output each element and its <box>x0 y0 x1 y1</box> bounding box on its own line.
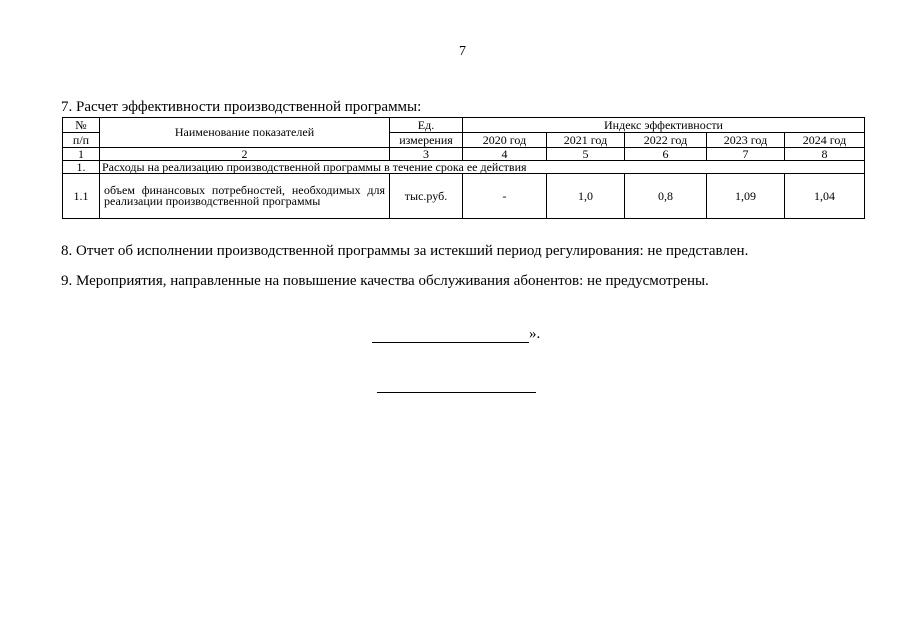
column-number: 1 <box>63 148 100 161</box>
header-year: 2021 год <box>547 133 625 148</box>
page-number: 7 <box>459 44 466 59</box>
row-value-2024: 1,04 <box>785 174 865 219</box>
header-index-group: Индекс эффективности <box>463 118 865 133</box>
header-year: 2020 год <box>463 133 547 148</box>
header-year: 2024 год <box>785 133 865 148</box>
section-8-paragraph: 8. Отчет об исполнении производственной программы за истекший период регулирования: не представлен. <box>61 243 749 259</box>
header-year: 2022 год <box>625 133 707 148</box>
column-number: 8 <box>785 148 865 161</box>
section-row-text: Расходы на реализацию производственной программы в течение срока ее действия <box>100 161 865 174</box>
row-value-2020: - <box>463 174 547 219</box>
row-number: 1.1 <box>63 174 100 219</box>
table-row <box>63 174 865 219</box>
underline-blank <box>372 326 529 343</box>
table-section-row <box>63 161 865 174</box>
closing-line <box>372 326 540 343</box>
efficiency-table <box>62 117 865 219</box>
closing-quote-mark: ». <box>529 326 541 342</box>
row-indicator-name: объем финансовых потребностей, необходимых для реализации производственной программы <box>100 174 390 219</box>
column-numbering-row <box>63 148 865 161</box>
section-9-paragraph: 9. Мероприятия, направленные на повышение качества обслуживания абонентов: не предусмотрены. <box>61 273 709 289</box>
section-7-title: 7. Расчет эффективности производственной программы: <box>61 99 422 115</box>
header-year: 2023 год <box>707 133 785 148</box>
header-name: Наименование показателей <box>100 118 390 148</box>
header-unit-line1: Ед. <box>390 118 463 133</box>
column-number: 5 <box>547 148 625 161</box>
column-number: 2 <box>100 148 390 161</box>
table-header-row-1 <box>63 118 865 133</box>
column-number: 4 <box>463 148 547 161</box>
row-value-2023: 1,09 <box>707 174 785 219</box>
header-no-line1: № <box>63 118 100 133</box>
row-unit: тыс.руб. <box>390 174 463 219</box>
section-row-number: 1. <box>63 161 100 174</box>
column-number: 7 <box>707 148 785 161</box>
row-value-2021: 1,0 <box>547 174 625 219</box>
column-number: 6 <box>625 148 707 161</box>
header-no-line2: п/п <box>63 133 100 148</box>
row-value-2022: 0,8 <box>625 174 707 219</box>
bottom-divider <box>377 392 536 393</box>
column-number: 3 <box>390 148 463 161</box>
header-unit-line2: измерения <box>390 133 463 148</box>
